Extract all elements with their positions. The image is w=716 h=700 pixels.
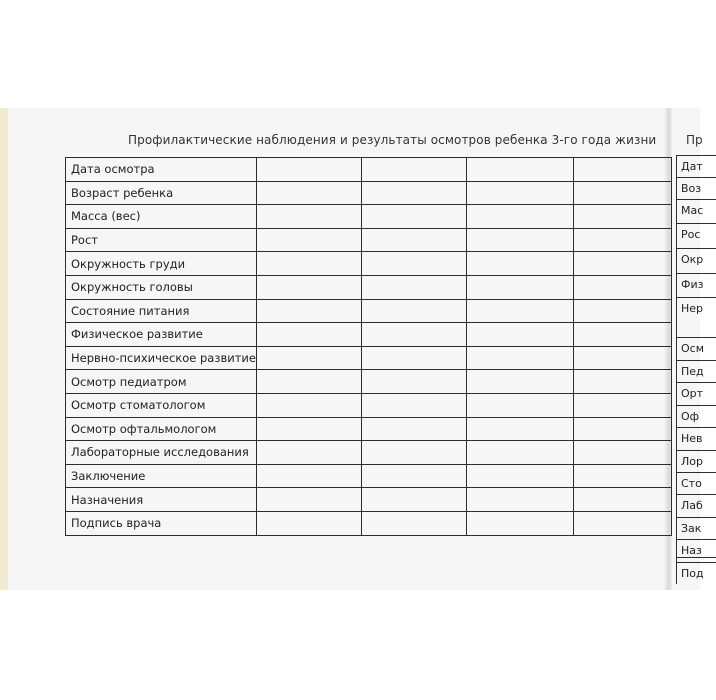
table-row [66, 181, 672, 205]
entry-cell-3[interactable] [466, 205, 573, 229]
entry-cell-2[interactable] [361, 370, 466, 394]
entry-cell-4[interactable] [573, 205, 671, 229]
entry-cell-1[interactable] [256, 275, 361, 299]
table-row [66, 299, 672, 323]
right-row-label: Сто [676, 472, 716, 494]
entry-cell-4[interactable] [573, 370, 671, 394]
table-row [66, 323, 672, 347]
right-row-label: Нев [676, 427, 716, 450]
entry-cell-3[interactable] [466, 464, 573, 488]
entry-cell-2[interactable] [361, 441, 466, 465]
entry-cell-1[interactable] [256, 323, 361, 347]
entry-cell-1[interactable] [256, 441, 361, 465]
observation-table [65, 157, 672, 536]
entry-cell-1[interactable] [256, 346, 361, 370]
row-label: Нервно-психическое развитие [66, 346, 257, 370]
entry-cell-2[interactable] [361, 181, 466, 205]
entry-cell-3[interactable] [466, 441, 573, 465]
right-row-label: Мас [676, 199, 716, 223]
row-label: Дата осмотра [66, 158, 257, 182]
right-row-label: Орт [676, 382, 716, 405]
table-row [66, 228, 672, 252]
entry-cell-4[interactable] [573, 346, 671, 370]
entry-cell-1[interactable] [256, 417, 361, 441]
table-row [66, 158, 672, 182]
right-page-table [676, 155, 705, 580]
entry-cell-4[interactable] [573, 181, 671, 205]
entry-cell-4[interactable] [573, 464, 671, 488]
row-label: Окружность головы [66, 275, 257, 299]
entry-cell-2[interactable] [361, 511, 466, 535]
entry-cell-4[interactable] [573, 488, 671, 512]
entry-cell-4[interactable] [573, 299, 671, 323]
right-row-label: Рос [676, 223, 716, 248]
entry-cell-1[interactable] [256, 158, 361, 182]
entry-cell-1[interactable] [256, 464, 361, 488]
entry-cell-1[interactable] [256, 511, 361, 535]
entry-cell-1[interactable] [256, 205, 361, 229]
right-row-label: Физ [676, 273, 716, 297]
entry-cell-2[interactable] [361, 346, 466, 370]
entry-cell-4[interactable] [573, 228, 671, 252]
table-row [66, 464, 672, 488]
entry-cell-4[interactable] [573, 252, 671, 276]
entry-cell-1[interactable] [256, 228, 361, 252]
right-row-label: Пед [676, 360, 716, 382]
table-row [66, 393, 672, 417]
right-page-title: Пр [686, 133, 703, 147]
entry-cell-3[interactable] [466, 346, 573, 370]
entry-cell-3[interactable] [466, 323, 573, 347]
table-row [66, 370, 672, 394]
entry-cell-3[interactable] [466, 181, 573, 205]
row-label: Масса (вес) [66, 205, 257, 229]
right-row-label: Осм [676, 337, 716, 360]
entry-cell-3[interactable] [466, 370, 573, 394]
row-label: Физическое развитие [66, 323, 257, 347]
entry-cell-2[interactable] [361, 488, 466, 512]
page-title: Профилактические наблюдения и результаты осмотров ребенка 3-го года жизни [128, 133, 657, 147]
entry-cell-2[interactable] [361, 228, 466, 252]
table-row [66, 441, 672, 465]
entry-cell-1[interactable] [256, 393, 361, 417]
entry-cell-2[interactable] [361, 205, 466, 229]
row-label: Заключение [66, 464, 257, 488]
page-edge [0, 108, 8, 590]
row-label: Возраст ребенка [66, 181, 257, 205]
entry-cell-3[interactable] [466, 488, 573, 512]
entry-cell-4[interactable] [573, 417, 671, 441]
table-row [66, 488, 672, 512]
entry-cell-1[interactable] [256, 370, 361, 394]
row-label: Осмотр офтальмологом [66, 417, 257, 441]
entry-cell-3[interactable] [466, 252, 573, 276]
table-row [66, 511, 672, 535]
right-row-label: Дат [676, 155, 716, 177]
entry-cell-4[interactable] [573, 323, 671, 347]
right-row-label: Под [676, 562, 716, 584]
entry-cell-3[interactable] [466, 158, 573, 182]
entry-cell-2[interactable] [361, 464, 466, 488]
right-row-label: Воз [676, 177, 716, 199]
right-row-label: Нер [676, 297, 716, 337]
entry-cell-3[interactable] [466, 299, 573, 323]
row-label: Лабораторные исследования [66, 441, 257, 465]
row-label: Назначения [66, 488, 257, 512]
entry-cell-1[interactable] [256, 488, 361, 512]
entry-cell-2[interactable] [361, 323, 466, 347]
row-label: Состояние питания [66, 299, 257, 323]
right-row-label: Наз [676, 539, 716, 562]
entry-cell-1[interactable] [256, 181, 361, 205]
right-row-label: Зак [676, 517, 716, 539]
entry-cell-4[interactable] [573, 393, 671, 417]
right-row-label: Лор [676, 450, 716, 472]
table-row [66, 205, 672, 229]
table-row [66, 252, 672, 276]
right-row-label: Окр [676, 248, 716, 273]
entry-cell-3[interactable] [466, 275, 573, 299]
table-row [66, 346, 672, 370]
right-row-label: Лаб [676, 494, 716, 517]
table-row [66, 275, 672, 299]
entry-cell-2[interactable] [361, 393, 466, 417]
entry-cell-2[interactable] [361, 275, 466, 299]
row-label: Окружность груди [66, 252, 257, 276]
entry-cell-2[interactable] [361, 252, 466, 276]
entry-cell-4[interactable] [573, 511, 671, 535]
row-label: Осмотр стоматологом [66, 393, 257, 417]
entry-cell-3[interactable] [466, 417, 573, 441]
entry-cell-1[interactable] [256, 299, 361, 323]
right-table-bottom-line [676, 557, 716, 558]
entry-cell-4[interactable] [573, 441, 671, 465]
entry-cell-3[interactable] [466, 511, 573, 535]
right-row-label: Оф [676, 405, 716, 427]
row-label: Рост [66, 228, 257, 252]
row-label: Подпись врача [66, 511, 257, 535]
entry-cell-2[interactable] [361, 299, 466, 323]
entry-cell-3[interactable] [466, 228, 573, 252]
entry-cell-3[interactable] [466, 393, 573, 417]
table-row [66, 417, 672, 441]
entry-cell-2[interactable] [361, 158, 466, 182]
entry-cell-4[interactable] [573, 158, 671, 182]
entry-cell-2[interactable] [361, 417, 466, 441]
entry-cell-4[interactable] [573, 275, 671, 299]
row-label: Осмотр педиатром [66, 370, 257, 394]
entry-cell-1[interactable] [256, 252, 361, 276]
